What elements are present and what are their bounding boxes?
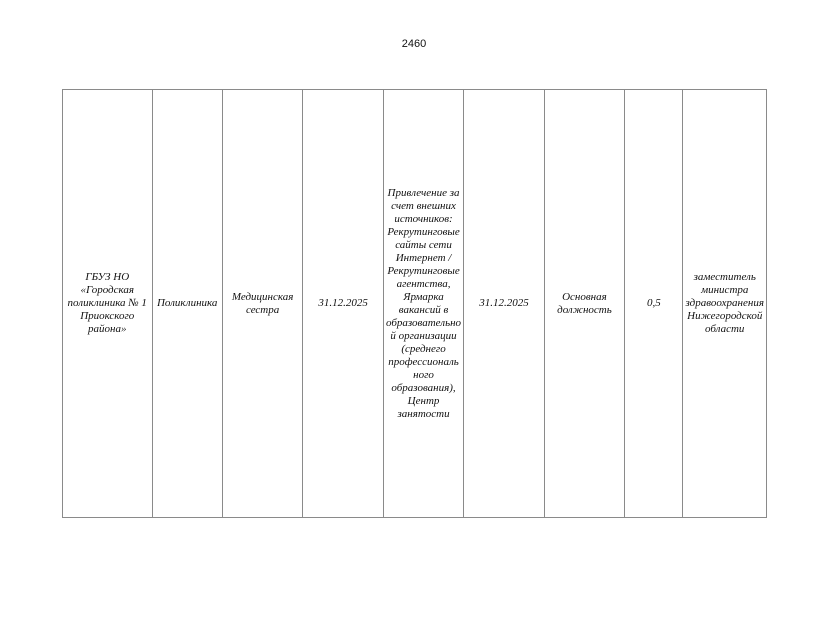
cell-date-1 (303, 90, 383, 518)
cell-position (222, 90, 302, 518)
cell-date-2 (464, 90, 544, 518)
institution-text: ГБУЗ НО «Городская поликлиника № 1 Приокского района» (67, 271, 147, 335)
cell-rate (625, 90, 683, 518)
data-table (62, 89, 767, 518)
cell-employment-type (544, 90, 624, 518)
sources-text: Привлечение за счет внешних источников: Рекрутинговые сайты сети Интернет / Рекрутинговые агентства, Ярмарка вакансий в образовательной организации (среднего профессионального образования), Центр занятости (386, 186, 462, 420)
position-text: Медицинская сестра (231, 290, 294, 316)
table-row (63, 90, 767, 518)
cell-institution (63, 90, 153, 518)
page-number: 2460 (401, 38, 427, 50)
department-text: Поликлиника (156, 297, 218, 309)
responsible-text: заместитель министра здравоохранения Нижегородской области (685, 271, 764, 335)
date-2-text: 31.12.2025 (479, 297, 529, 309)
rate-text: 0,5 (646, 297, 661, 309)
date-1-text: 31.12.2025 (318, 297, 368, 309)
cell-responsible (683, 90, 767, 518)
cell-department (152, 90, 222, 518)
employment-type-text: Основная должность (557, 290, 612, 316)
cell-sources (383, 90, 463, 518)
